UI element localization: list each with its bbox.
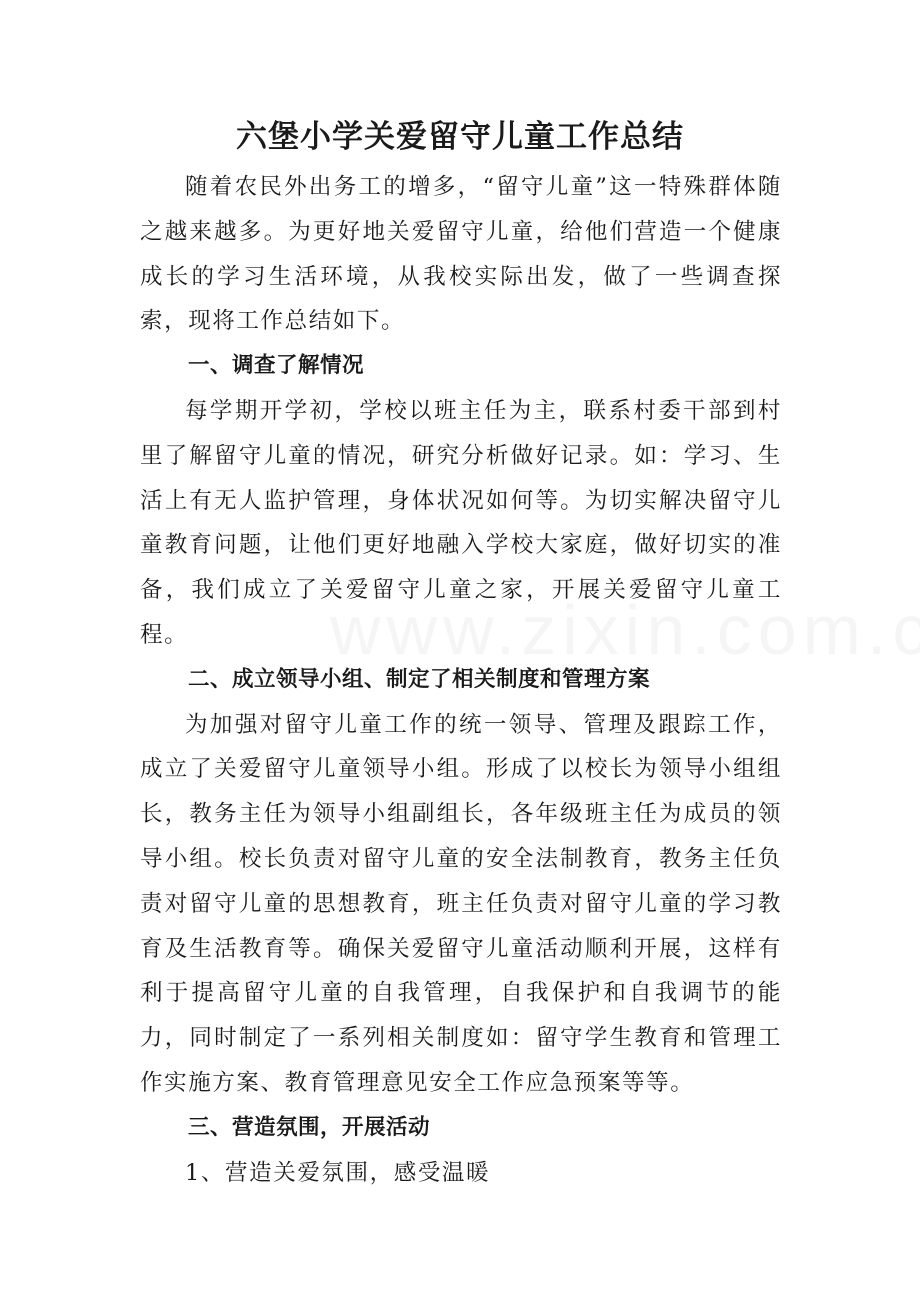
section-heading-3: 三、营造氛围，开展活动 — [188, 1114, 431, 1140]
intro-paragraph: 随着农民外出务工的增多，“留守儿童”这一特殊群体随之越来越多。为更好地关爱留守儿童，给他们营造一个健康成长的学习生活环境，从我校实际出发，做了一些调查探索，现将工作总结如下。 — [140, 174, 782, 335]
section-2-paragraph: 为加强对留守儿童工作的统一领导、管理及跟踪工作，成立了关爱留守儿童领导小组。形成了以校长为领导小组组长，教务主任为领导小组副组长，各年级班主任为成员的领导小组。校长负责对留守儿童的安全法制教育，教务主任负责对留守儿童的思想教育，班主任负责对留守儿童的学习教育及生活教育等。确保关爱留守儿童活动顺利开展，这样有利于提高留守儿童的自我管理，自我保护和自我调节的能力，同时制定了一系列相关制度如：留守学生教育和管理工作实施方案、教育管理意见安全工作应急预案等等。 — [140, 711, 782, 1096]
document-body — [140, 165, 782, 1195]
section-1-paragraph: 每学期开学初，学校以班主任为主，联系村委干部到村里了解留守儿童的情况，研究分析做好记录。如：学习、生活上有无人监护管理，身体状况如何等。为切实解决留守儿童教育问题，让他们更好地融入学校大家庭，做好切实的准备，我们成立了关爱留守儿童之家，开展关爱留守儿童工程。 — [140, 397, 782, 648]
section-3-item-1: 1、营造关爱氛围，感受温暖 — [185, 1159, 491, 1186]
document-title: 六堡小学关爱留守儿童工作总结 — [236, 119, 684, 155]
section-heading-1: 一、调查了解情况 — [188, 353, 365, 379]
section-heading-2: 二、成立领导小组、制定了相关制度和管理方案 — [188, 666, 651, 692]
